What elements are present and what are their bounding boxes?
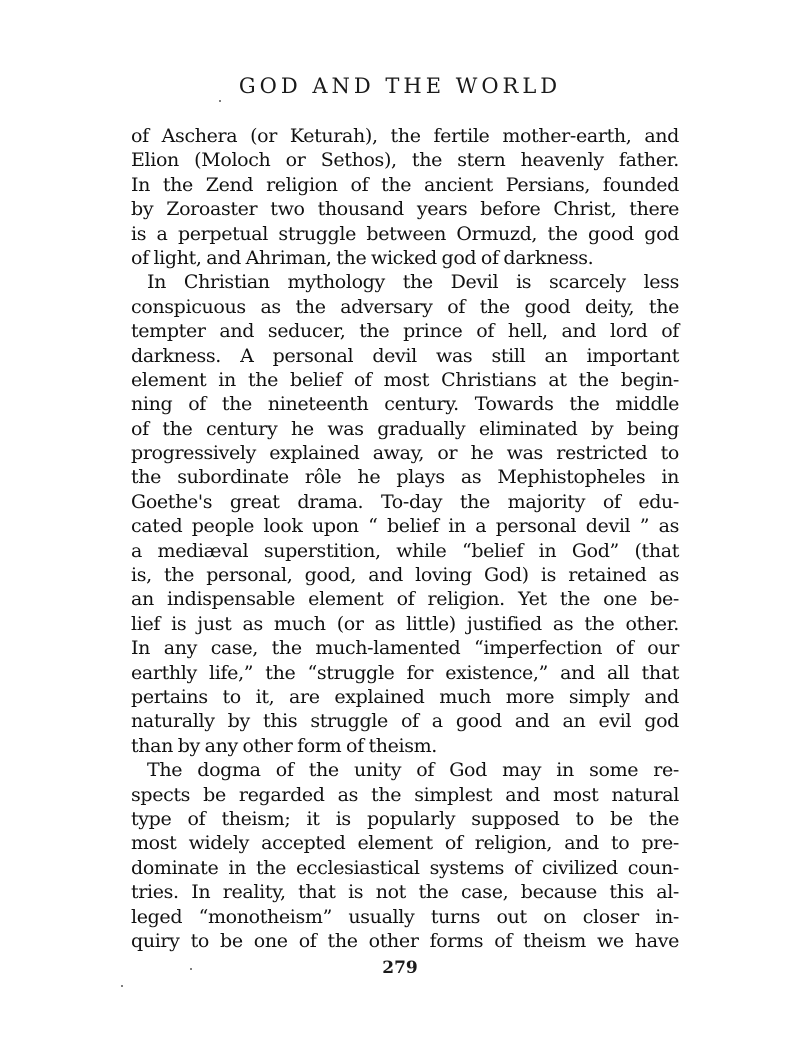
text-line: ning of the nineteenth century. Towards the middle — [131, 393, 679, 416]
page-number: 279 — [382, 958, 418, 978]
text-line: of the century he was gradually eliminated by being — [131, 417, 679, 440]
body-text — [131, 124, 679, 953]
text-line: spects be regarded as the simplest and most natural — [131, 783, 679, 806]
text-line: most widely accepted element of religion, and to pre- — [131, 832, 679, 855]
text-line: In the Zend religion of the ancient Persians, founded — [131, 173, 679, 196]
text-line: is a perpetual struggle between Ormuzd, the good god — [131, 222, 679, 245]
text-line: by Zoroaster two thousand years before Christ, there — [131, 198, 679, 221]
text-line: pertains to it, are explained much more simply and — [131, 685, 679, 708]
text-line: a mediæval superstition, while “belief in God” (that — [131, 539, 679, 562]
text-line: naturally by this struggle of a good and an evil god — [131, 710, 679, 733]
text-line: than by any other form of theism. — [131, 734, 437, 757]
text-line: of Aschera (or Keturah), the fertile mother-earth, and — [131, 125, 679, 147]
text-line: is, the personal, good, and loving God) is retained as — [131, 564, 679, 587]
print-speck — [190, 968, 192, 970]
text-line: type of theism; it is popularly supposed to be the — [131, 807, 679, 830]
text-line: tries. In reality, that is not the case, because this al- — [131, 881, 679, 904]
print-speck — [121, 985, 123, 987]
text-line: of light, and Ahriman, the wicked god of darkness. — [131, 246, 594, 269]
text-line: leged “monotheism” usually turns out on closer in- — [131, 905, 679, 928]
text-line: In Christian mythology the Devil is scarcely less — [147, 271, 679, 294]
running-head-title: GOD AND THE WORLD — [238, 74, 562, 98]
text-line: earthly life,” the “struggle for existence,” and all that — [131, 661, 679, 684]
text-line: The dogma of the unity of God may in some re- — [147, 759, 679, 782]
text-line: element in the belief of most Christians at the begin- — [131, 368, 679, 391]
text-line: tempter and seducer, the prince of hell, and lord of — [131, 320, 679, 343]
text-line: Elion (Moloch or Sethos), the stern heavenly father. — [131, 149, 679, 172]
text-line: lief is just as much (or as little) justified as the other. — [131, 612, 679, 635]
print-speck — [219, 100, 221, 102]
text-line: the subordinate rôle he plays as Mephistopheles in — [131, 466, 679, 489]
text-line: Goethe's great drama. To-day the majority of edu- — [131, 490, 679, 513]
text-line: conspicuous as the adversary of the good deity, the — [131, 295, 679, 318]
text-line: progressively explained away, or he was restricted to — [131, 442, 679, 465]
text-line: darkness. A personal devil was still an important — [131, 344, 679, 367]
text-line: dominate in the ecclesiastical systems of civilized coun- — [131, 856, 679, 879]
text-line: In any case, the much-lamented “imperfection of our — [131, 637, 679, 660]
text-line: an indispensable element of religion. Yet the one be- — [131, 588, 679, 611]
text-line: quiry to be one of the other forms of theism we have — [131, 929, 679, 952]
text-line: cated people look upon “ belief in a personal devil ” as — [131, 515, 679, 538]
